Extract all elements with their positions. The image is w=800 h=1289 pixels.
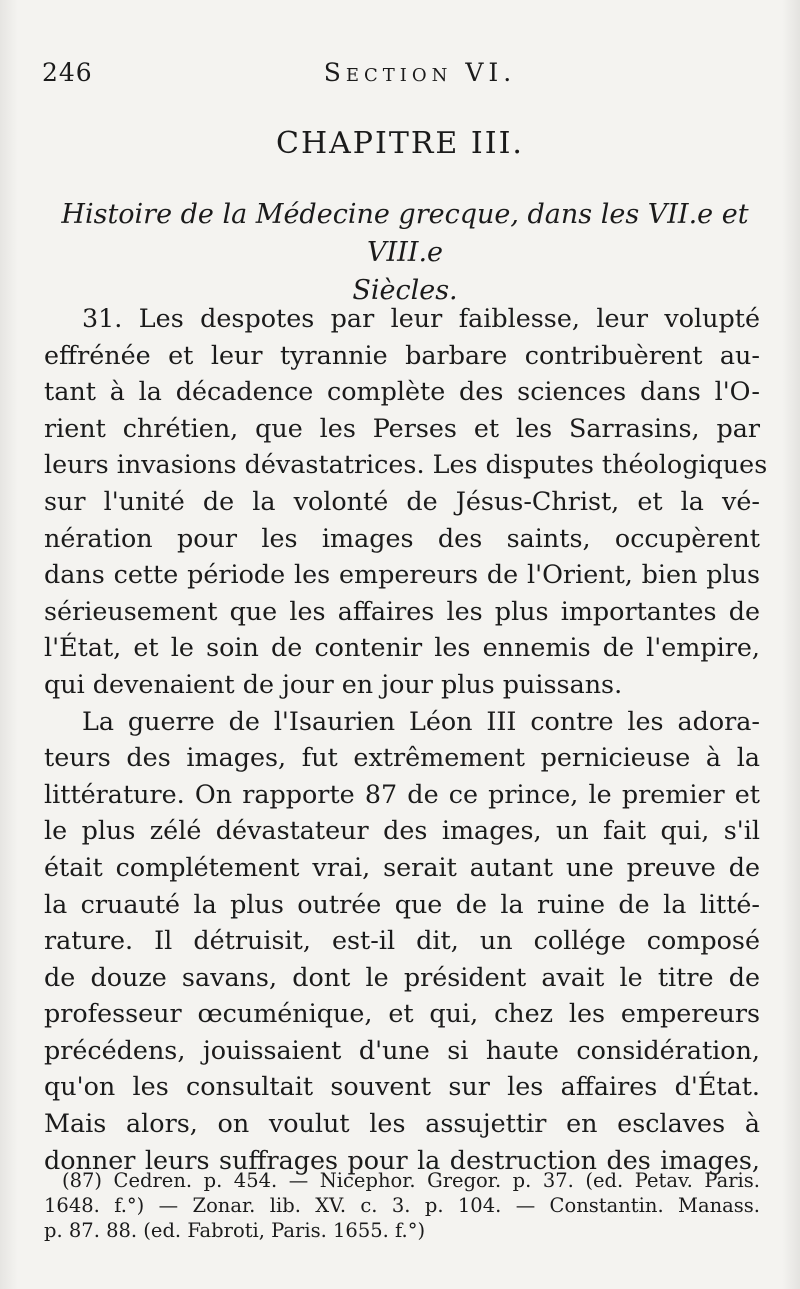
footnote-line: p. 87. 88. (ed. Fabroti, Paris. 1655. f.°) bbox=[44, 1219, 426, 1242]
text-line: donner leurs suffrages pour la destruction des images, bbox=[44, 1144, 760, 1175]
text-line: sur l'unité de la volonté de Jésus-Christ, et la vé- bbox=[44, 485, 760, 516]
subtitle-line-1: Histoire de la Médecine grecque, dans les VII.e et VIII.e bbox=[61, 199, 749, 268]
section-label: Section VI. bbox=[323, 58, 517, 87]
text-line: précédens, jouissaient d'une si haute considération, bbox=[44, 1034, 760, 1065]
text-line: leurs invasions dévastatrices. Les disputes théologiques bbox=[44, 449, 768, 480]
chapter-title: CHAPITRE III. bbox=[276, 126, 524, 161]
text-line: rient chrétien, que les Perses et les Sarrasins, par bbox=[44, 412, 760, 443]
text-line: était complétement vrai, serait autant une preuve de bbox=[44, 851, 760, 882]
chapter-subtitle bbox=[40, 196, 770, 310]
page-number: 246 bbox=[42, 58, 93, 87]
body-text bbox=[44, 300, 768, 1178]
text-line: rature. Il détruisit, est-il dit, un collége composé bbox=[44, 925, 760, 956]
text-line: de douze savans, dont le président avait le titre de bbox=[44, 961, 760, 992]
text-line: qu'on les consultait souvent sur les affaires d'État. bbox=[44, 1071, 760, 1102]
subtitle-line-2: Siècles. bbox=[352, 275, 458, 306]
text-line: littérature. On rapporte 87 de ce prince, le premier et bbox=[44, 778, 760, 809]
text-line: 31. Les despotes par leur faiblesse, leur volupté bbox=[82, 303, 760, 333]
text-line: nération pour les images des saints, occupèrent bbox=[44, 522, 760, 553]
text-line: Mais alors, on voulut les assujettir en esclaves à bbox=[44, 1108, 760, 1139]
text-line: La guerre de l'Isaurien Léon III contre les adora- bbox=[82, 705, 760, 736]
text-line: tant à la décadence complète des sciences dans l'O- bbox=[44, 376, 760, 407]
text-line: le plus zélé dévastateur des images, un fait qui, s'il bbox=[44, 815, 760, 846]
text-line: professeur œcuménique, et qui, chez les empereurs bbox=[44, 998, 760, 1029]
text-line: effrénée et leur tyrannie barbare contribuèrent au- bbox=[44, 339, 760, 370]
text-line: sérieusement que les affaires les plus importantes de bbox=[44, 595, 760, 626]
text-line: teurs des images, fut extrêmement pernicieuse à la bbox=[44, 742, 760, 773]
text-line: qui devenaient de jour en jour plus puissans. bbox=[44, 668, 623, 699]
running-head bbox=[42, 58, 758, 92]
text-line: dans cette période les empereurs de l'Orient, bien plus bbox=[44, 559, 760, 590]
text-line: l'État, et le soin de contenir les ennemis de l'empire, bbox=[44, 632, 760, 663]
footnotes bbox=[44, 1168, 760, 1243]
footnote-line: (87) Cedren. p. 454. — Nicephor. Gregor. p. 37. (ed. Petav. Paris. bbox=[62, 1169, 760, 1192]
text-line: la cruauté la plus outrée que de la ruine de la litté- bbox=[44, 888, 760, 919]
footnote-line: 1648. f.°) — Zonar. lib. XV. c. 3. p. 104. — Constantin. Manass. bbox=[44, 1194, 760, 1217]
